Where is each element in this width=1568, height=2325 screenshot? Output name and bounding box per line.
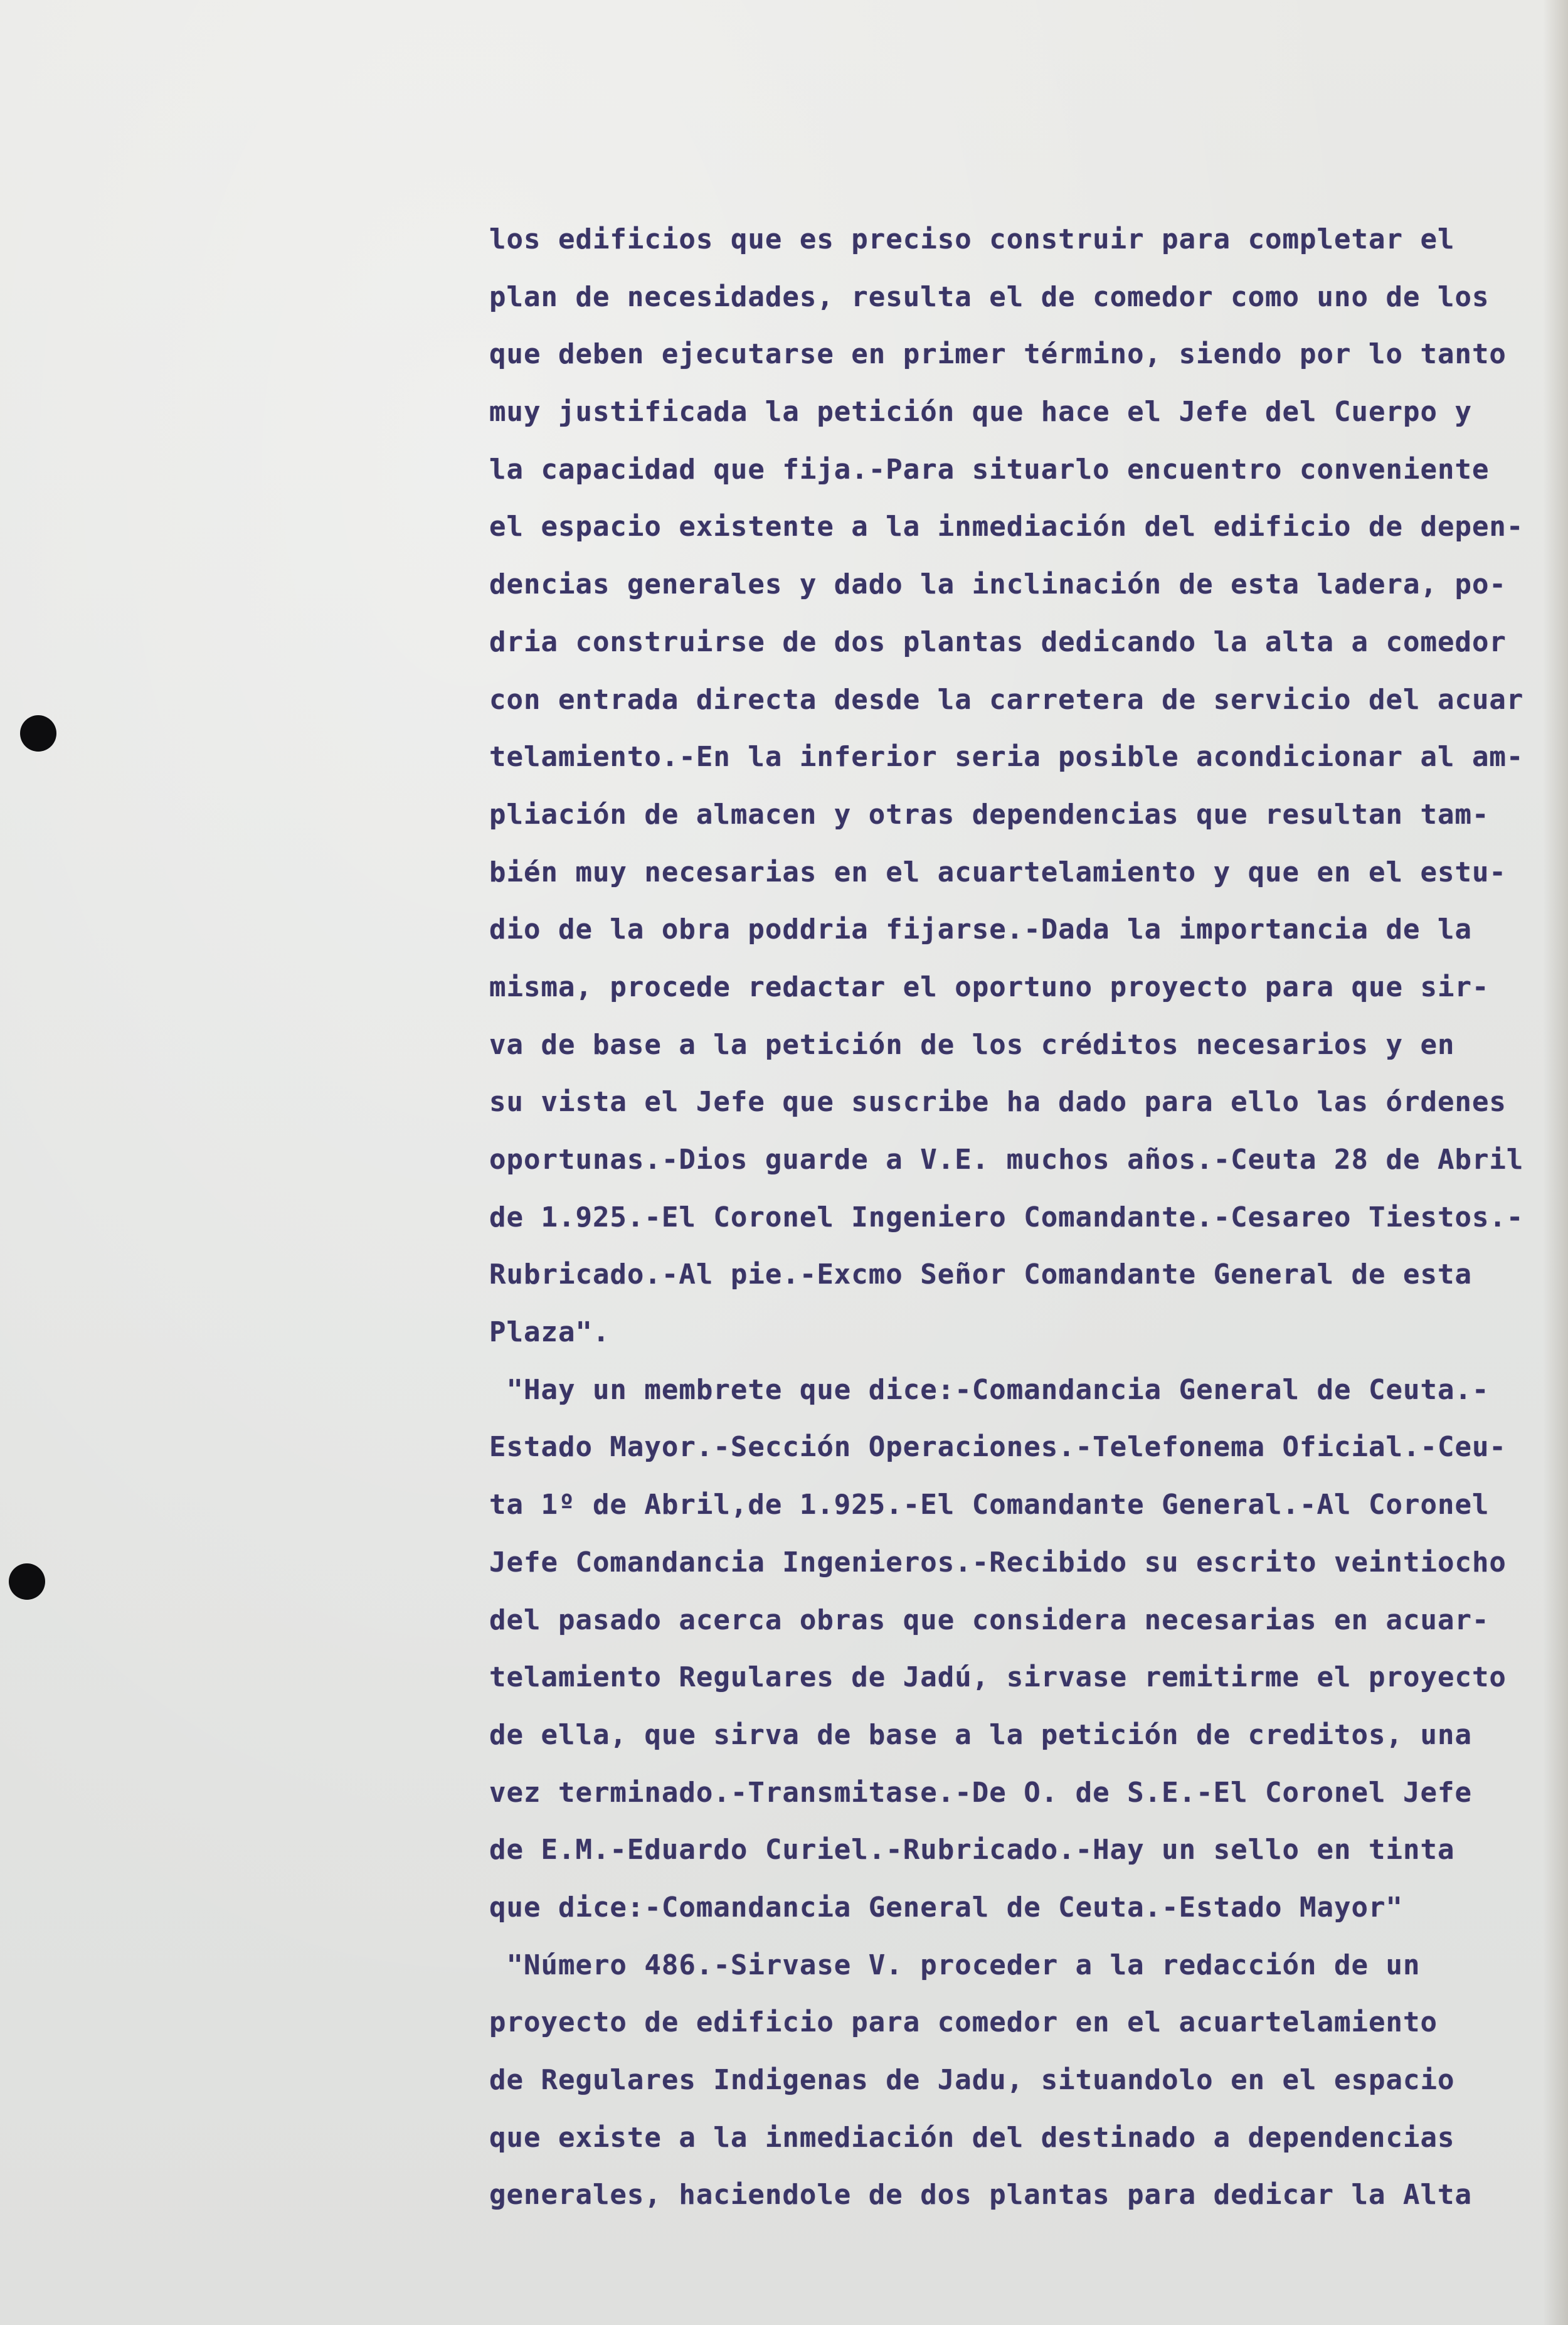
typewritten-text (489, 211, 1562, 2224)
text-line: de 1.925.-El Coronel Ingeniero Comandante.-Cesareo Tiestos.- (489, 1201, 1524, 1233)
text-line: dencias generales y dado la inclinación de esta ladera, po- (489, 568, 1507, 601)
text-line: de ella, que sirva de base a la petición de creditos, una (489, 1718, 1472, 1751)
text-line: ta 1º de Abril,de 1.925.-El Comandante General.-Al Coronel (489, 1489, 1490, 1521)
text-line: "Hay un membrete que dice:-Comandancia General de Ceuta.- (489, 1373, 1490, 1406)
text-line: generales, haciendole de dos plantas para dedicar la Alta (489, 2179, 1472, 2211)
text-line: plan de necesidades, resulta el de comedor como uno de los (489, 280, 1490, 313)
text-line: que existe a la inmediación del destinado a dependencias (489, 2121, 1455, 2154)
text-line: de E.M.-Eduardo Curiel.-Rubricado.-Hay un sello en tinta (489, 1834, 1455, 1866)
text-line: dio de la obra poddria fijarse.-Dada la importancia de la (489, 913, 1472, 946)
text-line: telamiento Regulares de Jadú, sirvase remitirme el proyecto (489, 1661, 1507, 1694)
text-line: vez terminado.-Transmitase.-De O. de S.E.-El Coronel Jefe (489, 1776, 1472, 1809)
text-line: que deben ejecutarse en primer término, siendo por lo tanto (489, 338, 1507, 371)
text-line: oportunas.-Dios guarde a V.E. muchos años.-Ceuta 28 de Abril (489, 1144, 1524, 1176)
text-line: con entrada directa desde la carretera de servicio del acuar (489, 683, 1524, 716)
text-line: "Número 486.-Sirvase V. proceder a la redacción de un (489, 1949, 1421, 1981)
text-line: Rubricado.-Al pie.-Excmo Señor Comandante General de esta (489, 1258, 1472, 1291)
text-line: misma, procede redactar el oportuno proyecto para que sir- (489, 971, 1490, 1003)
text-line: del pasado acerca obras que considera necesarias en acuar- (489, 1604, 1490, 1636)
text-line: su vista el Jefe que suscribe ha dado para ello las órdenes (489, 1086, 1507, 1119)
text-line: Plaza". (489, 1316, 610, 1349)
text-line: Estado Mayor.-Sección Operaciones.-Telefonema Oficial.-Ceu- (489, 1431, 1507, 1464)
text-line: de Regulares Indigenas de Jadu, situandolo en el espacio (489, 2064, 1455, 2096)
text-line: los edificios que es preciso construir para completar el (489, 223, 1455, 255)
punch-hole-bottom (9, 1563, 45, 1600)
text-line: proyecto de edificio para comedor en el acuartelamiento (489, 2006, 1438, 2039)
text-line: va de base a la petición de los créditos necesarios y en (489, 1028, 1455, 1061)
text-line: pliación de almacen y otras dependencias que resultan tam- (489, 798, 1490, 831)
punch-hole-top (20, 715, 56, 752)
text-line: telamiento.-En la inferior seria posible acondicionar al am- (489, 741, 1524, 774)
text-line: dria construirse de dos plantas dedicando la alta a comedor (489, 625, 1507, 658)
text-line: que dice:-Comandancia General de Ceuta.-Estado Mayor" (489, 1891, 1403, 1923)
text-line: el espacio existente a la inmediación del edificio de depen- (489, 511, 1524, 543)
text-line: muy justificada la petición que hace el Jefe del Cuerpo y (489, 396, 1472, 428)
text-line: bién muy necesarias en el acuartelamiento y que en el estu- (489, 856, 1507, 888)
text-line: Jefe Comandancia Ingenieros.-Recibido su escrito veintiocho (489, 1546, 1507, 1578)
text-line: la capacidad que fija.-Para situarlo encuentro conveniente (489, 453, 1490, 486)
